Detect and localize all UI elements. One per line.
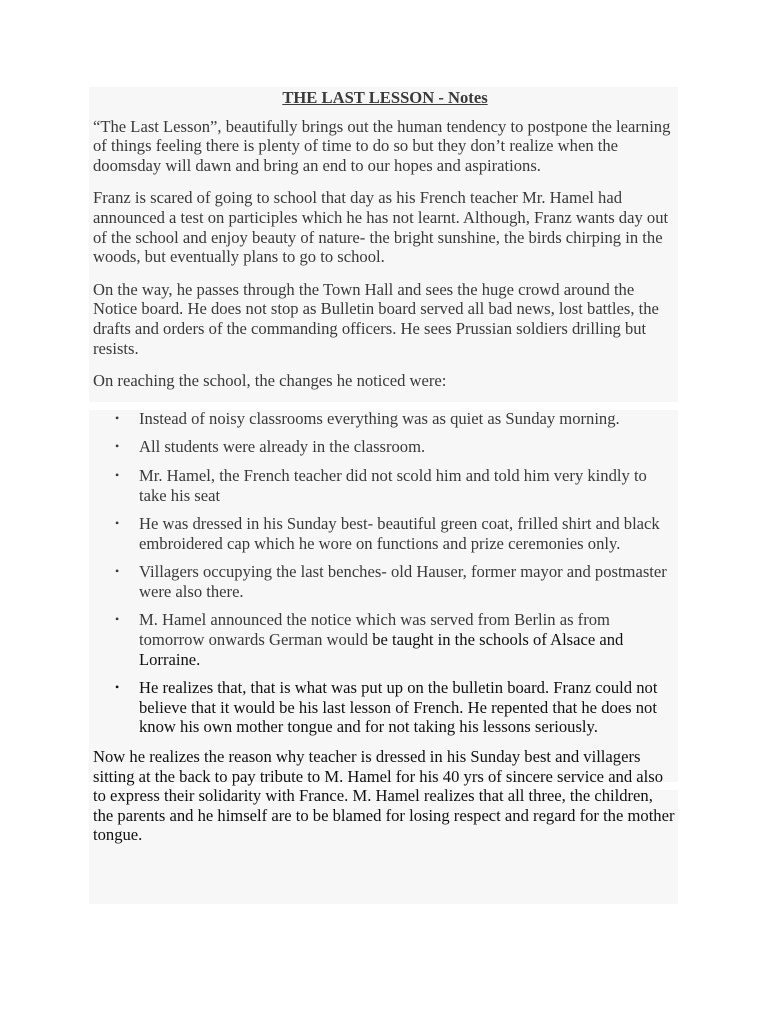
list-item [93,562,677,601]
bullet-icon: • [115,680,120,695]
bullet-icon: • [115,410,120,425]
list-item-text: All students were already in the classroom. [139,437,426,457]
list-item-text: M. Hamel announced the notice which was served from Berlin as from tomorrow onwards German would [139,610,610,650]
bullet-icon: • [115,516,120,531]
list-item-text: Mr. Hamel, the French teacher did not scold him and told him very kindly to take his seat [139,465,647,505]
paragraph-changes-intro: On reaching the school, the changes he noticed were: [93,371,447,391]
list-item [93,466,677,505]
list-item [93,610,677,669]
list-item-text-continued: be taught in the schools of Alsace and Lorraine. [139,630,624,669]
bullet-icon: • [115,439,120,454]
list-item [93,514,677,553]
list-item [93,678,677,737]
changes-list [93,409,677,737]
list-item-text: He realizes that, that is what was put up on the bulletin board. Franz could not believe that it would be his last lesson of French. He repented that he does not know his own mother tongue and for not taking his lessons seriously. [139,678,658,737]
paragraph-town-hall: On the way, he passes through the Town Hall and sees the huge crowd around the Notice board. He does not stop as Bulletin board served all bad news, lost battles, the drafts and orders of the commanding officers. He sees Prussian soldiers drilling but resists. [93,279,659,358]
list-item [93,437,677,457]
list-item [93,409,677,429]
bullet-icon: • [115,564,120,579]
document-title: THE LAST LESSON - Notes [282,88,488,107]
list-item-text: Instead of noisy classrooms everything was as quiet as Sunday morning. [139,408,620,428]
paragraph-intro: “The Last Lesson”, beautifully brings out the human tendency to postpone the learning of things feeling there is plenty of time to do so but they don’t realize when the doomsday will dawn and bring an end to our hopes and aspirations. [93,116,671,175]
list-item-text: He was dressed in his Sunday best- beautiful green coat, frilled shirt and black embroidered cap which he wore on functions and prize ceremonies only. [139,514,660,553]
document-body [93,88,677,858]
paragraph-closing: Now he realizes the reason why teacher is dressed in his Sunday best and villagers sitting at the back to pay tribute to M. Hamel for his 40 yrs of sincere service and also to express their solidarity with France. M. Hamel realizes that all three, the children, the parents and he himself are to be blamed for losing respect and regard for the mother tongue. [93,747,675,845]
paragraph-franz-scared: Franz is scared of going to school that day as his French teacher Mr. Hamel had announced a test on participles which he has not learnt. Although, Franz wants day out of the school and enjoy beauty of nature- the bright sunshine, the birds chirping in the woods, but eventually plans to go to school. [93,188,669,267]
bullet-icon: • [115,467,120,482]
bullet-icon: • [115,612,120,627]
list-item-text: Villagers occupying the last benches- old Hauser, former mayor and postmaster were also there. [139,562,667,601]
